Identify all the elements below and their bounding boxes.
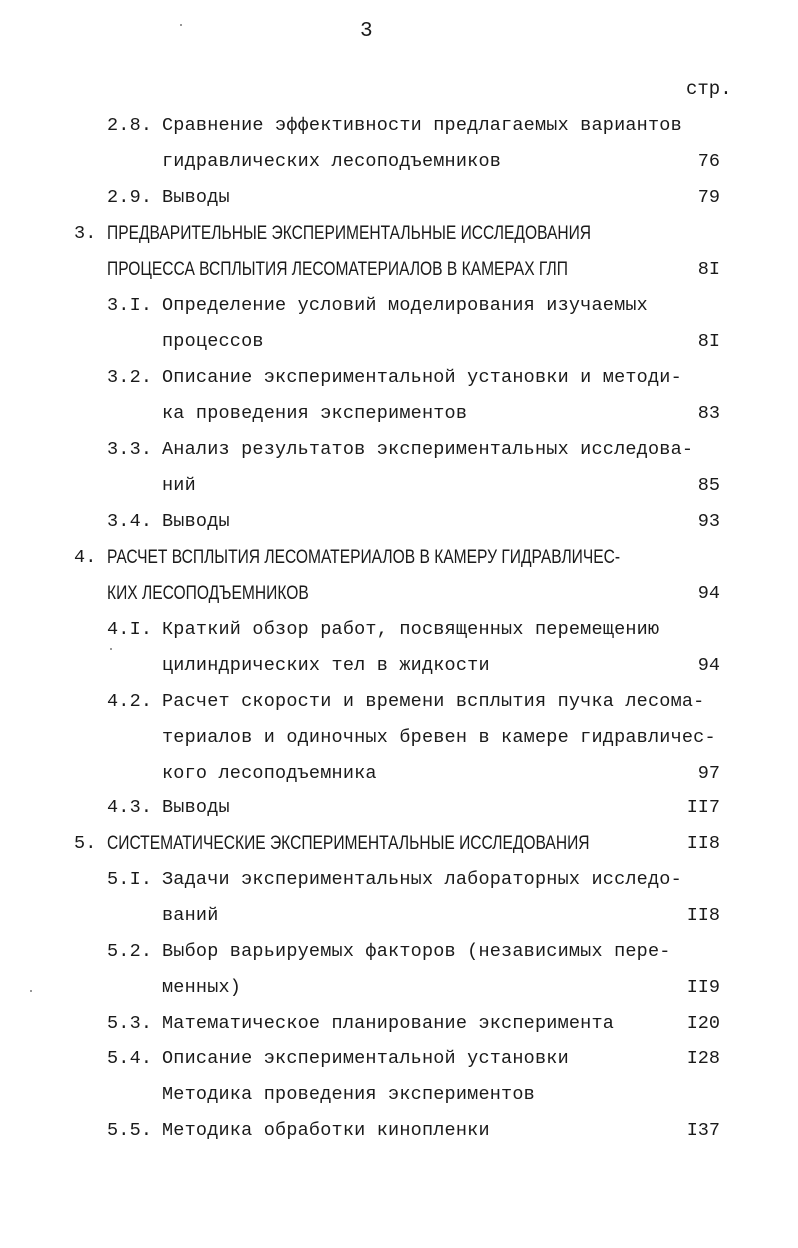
toc-number: 3.3.: [107, 439, 153, 460]
toc-number: 4.3.: [107, 797, 153, 818]
toc-title-line: Краткий обзор работ, посвященных перемещению: [162, 619, 660, 640]
toc-title-line: СИСТЕМАТИЧЕСКИЕ ЭКСПЕРИМЕНТАЛЬНЫЕ ИССЛЕДОВАНИЯ: [107, 833, 590, 854]
toc-page: 79: [697, 187, 720, 208]
toc-title-line: Математическое планирование эксперимента: [162, 1013, 615, 1034]
toc-page: 8I: [697, 331, 720, 352]
toc-page: 93: [697, 511, 720, 532]
toc-title-line: ПРОЦЕССА ВСПЛЫТИЯ ЛЕСОМАТЕРИАЛОВ В КАМЕРАХ ГЛП: [107, 259, 568, 280]
scan-speck: [110, 648, 112, 650]
scan-speck: [30, 990, 32, 992]
toc-number: 3.I.: [107, 295, 153, 316]
toc-title-line: Методика проведения экспериментов: [162, 1084, 535, 1105]
toc-page: 76: [697, 151, 720, 172]
toc-number: 5.4.: [107, 1048, 153, 1069]
toc-page: 97: [697, 763, 720, 784]
toc-title-line: цилиндрических тел в жидкости: [162, 655, 490, 676]
toc-number: 4.I.: [107, 619, 153, 640]
toc-title-line: Выводы: [162, 797, 230, 818]
toc-title-line: ПРЕДВАРИТЕЛЬНЫЕ ЭКСПЕРИМЕНТАЛЬНЫЕ ИССЛЕДОВАНИЯ: [107, 223, 592, 244]
toc-title-line: ний: [162, 475, 196, 496]
toc-title-line: процессов: [162, 331, 264, 352]
toc-number: 3.2.: [107, 367, 153, 388]
toc-page: II8: [686, 833, 720, 854]
toc-number: 5.I.: [107, 869, 153, 890]
toc-number: 4.: [74, 547, 97, 568]
toc-page: 83: [697, 403, 720, 424]
toc-number: 5.5.: [107, 1120, 153, 1141]
toc-title-line: Определение условий моделирования изучаемых: [162, 295, 648, 316]
toc-number: 2.8.: [107, 115, 153, 136]
toc-page: 94: [697, 655, 720, 676]
toc-number: 4.2.: [107, 691, 153, 712]
toc-title-line: териалов и одиночных бревен в камере гидравличес-: [162, 727, 716, 748]
toc-title-line: кого лесоподъемника: [162, 763, 377, 784]
toc-page: 85: [697, 475, 720, 496]
toc-number: 5.2.: [107, 941, 153, 962]
toc-title-line: РАСЧЕТ ВСПЛЫТИЯ ЛЕСОМАТЕРИАЛОВ В КАМЕРУ ГИДРАВЛИЧЕС-: [107, 547, 621, 568]
toc-title-line: гидравлических лесоподъемников: [162, 151, 502, 172]
toc-title-line: Выводы: [162, 187, 230, 208]
pages-column-label: стр.: [686, 78, 732, 100]
toc-title-line: менных): [162, 977, 242, 998]
page-number: 3: [360, 20, 373, 43]
toc-page: I37: [686, 1120, 720, 1141]
toc-title-line: Сравнение эффективности предлагаемых вариантов: [162, 115, 682, 136]
toc-title-line: ваний: [162, 905, 219, 926]
toc-number: 5.: [74, 833, 97, 854]
toc-title-line: Задачи экспериментальных лабораторных исследо-: [162, 869, 682, 890]
toc-title-line: Выбор варьируемых факторов (независимых пере-: [162, 941, 671, 962]
toc-title-line: КИХ ЛЕСОПОДЪЕМНИКОВ: [107, 583, 309, 604]
toc-title-line: Выводы: [162, 511, 230, 532]
toc-page: II7: [686, 797, 720, 818]
toc-number: 2.9.: [107, 187, 153, 208]
toc-title-line: Расчет скорости и времени всплытия пучка лесома-: [162, 691, 705, 712]
toc-page: I20: [686, 1013, 720, 1034]
toc-page: II9: [686, 977, 720, 998]
toc-title-line: Описание экспериментальной установки: [162, 1048, 569, 1069]
toc-number: 5.3.: [107, 1013, 153, 1034]
toc-page: I28: [686, 1048, 720, 1069]
scan-speck: [180, 24, 182, 26]
toc-number: 3.: [74, 223, 97, 244]
toc-title-line: Описание экспериментальной установки и методи-: [162, 367, 682, 388]
toc-page: 8I: [697, 259, 720, 280]
toc-title-line: Анализ результатов экспериментальных исследова-: [162, 439, 694, 460]
toc-title-line: Методика обработки кинопленки: [162, 1120, 490, 1141]
toc-page: II8: [686, 905, 720, 926]
toc-number: 3.4.: [107, 511, 153, 532]
toc-title-line: ка проведения экспериментов: [162, 403, 468, 424]
toc-page: 94: [697, 583, 720, 604]
